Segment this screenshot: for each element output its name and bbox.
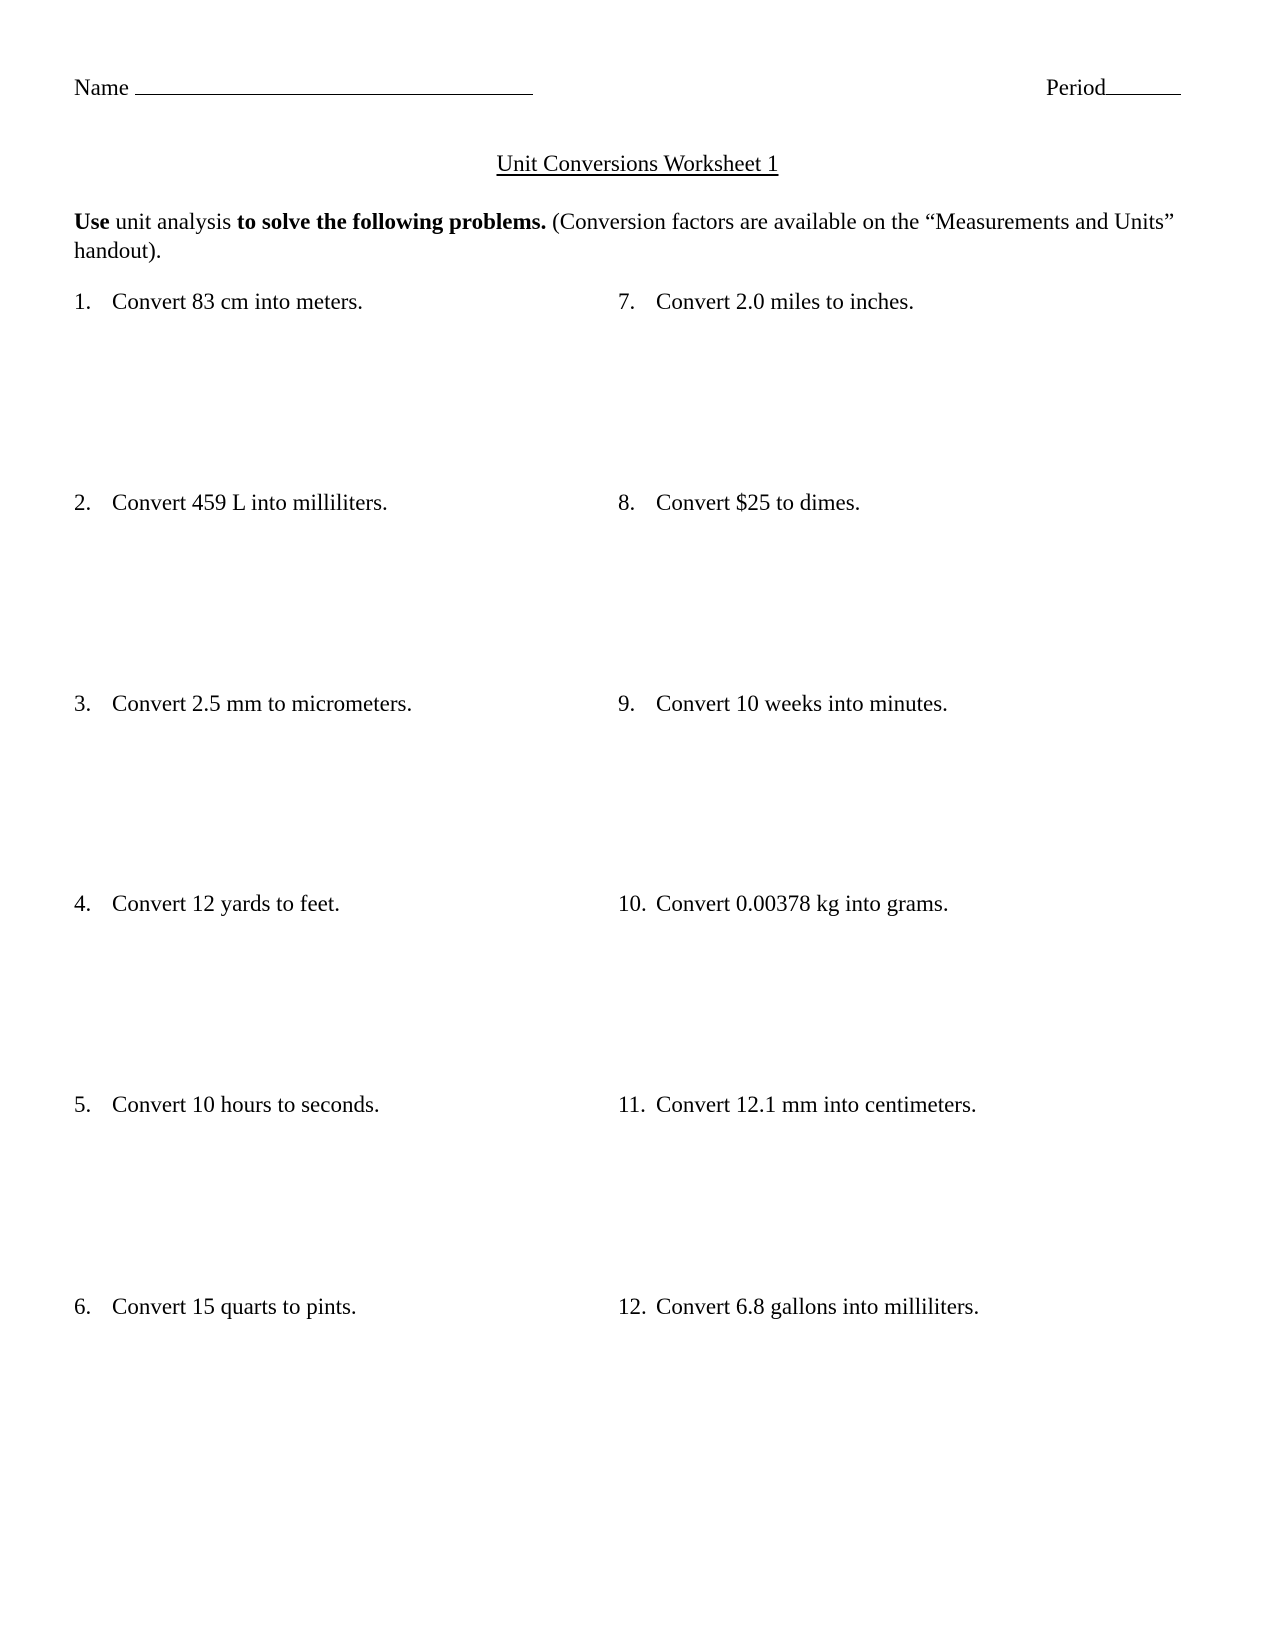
instructions-bold-1: Use: [74, 209, 110, 234]
worksheet-title-container: [0, 150, 1275, 178]
problem-number: 11.: [618, 1092, 646, 1117]
period-label: Period: [1046, 75, 1107, 100]
problem-number: 2.: [74, 490, 92, 515]
problem-3: [74, 690, 412, 718]
problem-2: [74, 489, 388, 517]
problem-1: [74, 288, 363, 316]
problem-text: Convert 15 quarts to pints.: [112, 1294, 357, 1319]
period-blank-line[interactable]: [1106, 72, 1181, 95]
name-field: [74, 72, 533, 102]
worksheet-title: Unit Conversions Worksheet 1: [496, 151, 779, 176]
problem-text: Convert 12 yards to feet.: [112, 891, 341, 916]
problem-number: 8.: [618, 490, 636, 515]
instructions-text-2: (Conversion factors are available on the “Measurements and Units” handout).: [74, 209, 1175, 263]
period-field: [1046, 72, 1181, 102]
instructions-bold-2: to solve the following problems.: [236, 209, 547, 234]
problem-number: 9.: [618, 691, 636, 716]
problem-number: 1.: [74, 289, 92, 314]
name-label: Name: [74, 75, 129, 100]
problem-text: Convert 0.00378 kg into grams.: [656, 891, 949, 916]
problem-12: [618, 1293, 979, 1321]
problem-text: Convert 459 L into milliliters.: [112, 490, 388, 515]
problem-text: Convert 2.0 miles to inches.: [656, 289, 915, 314]
problem-text: Convert $25 to dimes.: [656, 490, 861, 515]
problem-text: Convert 2.5 mm to micrometers.: [112, 691, 413, 716]
problem-number: 4.: [74, 891, 92, 916]
problem-number: 12.: [618, 1294, 647, 1319]
problem-number: 5.: [74, 1092, 92, 1117]
problem-number: 6.: [74, 1294, 92, 1319]
problem-11: [618, 1091, 977, 1119]
problem-text: Convert 6.8 gallons into milliliters.: [656, 1294, 980, 1319]
problem-6: [74, 1293, 357, 1321]
problem-text: Convert 83 cm into meters.: [112, 289, 364, 314]
instructions: [74, 207, 1204, 265]
problem-8: [618, 489, 860, 517]
problem-number: 7.: [618, 289, 636, 314]
problem-text: Convert 10 hours to seconds.: [112, 1092, 380, 1117]
instructions-text-1: unit analysis: [109, 209, 237, 234]
name-blank-line[interactable]: [135, 72, 533, 95]
problem-text: Convert 10 weeks into minutes.: [656, 691, 948, 716]
problem-10: [618, 890, 949, 918]
problem-9: [618, 690, 948, 718]
problem-5: [74, 1091, 380, 1119]
problem-4: [74, 890, 340, 918]
problem-number: 10.: [618, 891, 647, 916]
problem-number: 3.: [74, 691, 92, 716]
problem-text: Convert 12.1 mm into centimeters.: [656, 1092, 977, 1117]
problem-7: [618, 288, 914, 316]
